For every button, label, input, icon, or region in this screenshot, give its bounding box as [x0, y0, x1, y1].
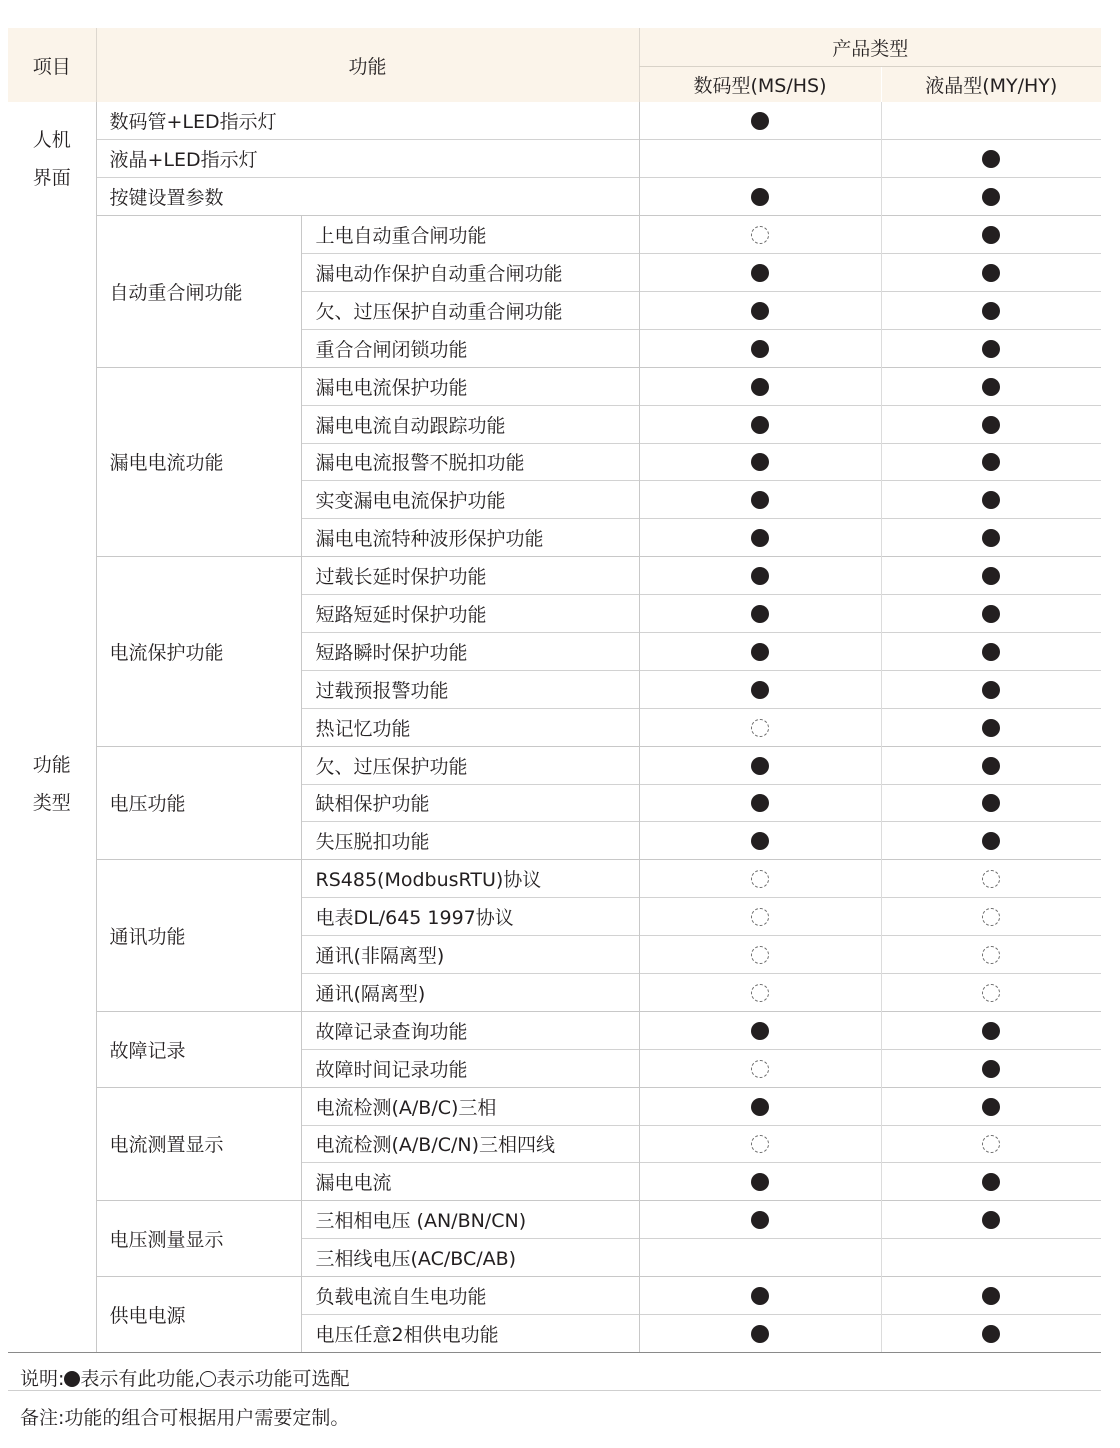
section-name: 电压测量显示 [96, 1201, 301, 1277]
dashed-circle-icon [751, 719, 769, 737]
digital-type-mark [639, 405, 881, 443]
section-name: 自动重合闸功能 [96, 216, 301, 368]
filled-circle-icon [982, 529, 1000, 547]
filled-circle-icon [751, 416, 769, 434]
feature-name: 失压脱扣功能 [301, 822, 639, 860]
feature-name: 漏电电流特种波形保护功能 [301, 519, 639, 557]
remark-note: 备注:功能的组合可根据用户需要定制。 [20, 1407, 350, 1429]
digital-type-mark [639, 1049, 881, 1087]
table-row [8, 102, 1101, 140]
header-digital-type: 数码型(MS/HS) [639, 67, 881, 103]
digital-type-mark [639, 329, 881, 367]
digital-type-mark [639, 784, 881, 822]
feature-name: 通讯(非隔离型) [301, 936, 639, 974]
digital-type-mark [639, 708, 881, 746]
filled-circle-icon [982, 643, 1000, 661]
dashed-circle-icon [751, 984, 769, 1002]
category-function-type [8, 216, 96, 1353]
filled-circle-icon [982, 794, 1000, 812]
digital-type-mark [639, 443, 881, 481]
header-lcd-type: 液晶型(MY/HY) [881, 67, 1101, 103]
lcd-type-mark [881, 1163, 1101, 1201]
table-row [8, 1277, 1101, 1315]
feature-name: RS485(ModbusRTU)协议 [301, 860, 639, 898]
digital-type-mark [639, 367, 881, 405]
digital-type-mark [639, 936, 881, 974]
lcd-type-mark [881, 140, 1101, 178]
section-name: 电流测置显示 [96, 1087, 301, 1201]
lcd-type-mark [881, 936, 1101, 974]
lcd-type-mark [881, 822, 1101, 860]
filled-circle-icon [982, 567, 1000, 585]
filled-circle-icon [982, 453, 1000, 471]
dashed-circle-icon [751, 1135, 769, 1153]
feature-name: 三相相电压 (AN/BN/CN) [301, 1201, 639, 1239]
filled-circle-icon [982, 1287, 1000, 1305]
filled-circle-icon [982, 605, 1000, 623]
filled-circle-icon [751, 1173, 769, 1191]
filled-circle-icon [982, 188, 1000, 206]
digital-type-mark [639, 102, 881, 140]
legend-note [20, 1364, 349, 1391]
section-name: 漏电电流功能 [96, 367, 301, 556]
table-row [8, 860, 1101, 898]
table-row [8, 1201, 1101, 1239]
lcd-type-mark [881, 1125, 1101, 1163]
filled-circle-icon [751, 605, 769, 623]
digital-type-mark [639, 746, 881, 784]
section-name: 故障记录 [96, 1011, 301, 1087]
digital-type-mark [639, 1163, 881, 1201]
feature-name: 电压任意2相供电功能 [301, 1315, 639, 1353]
digital-type-mark [639, 519, 881, 557]
feature-name: 漏电动作保护自动重合闸功能 [301, 254, 639, 292]
filled-circle-icon [982, 832, 1000, 850]
filled-circle-icon [982, 757, 1000, 775]
lcd-type-mark [881, 1239, 1101, 1277]
filled-circle-icon [751, 832, 769, 850]
digital-type-mark [639, 216, 881, 254]
header-product-type: 产品类型 [639, 28, 1101, 67]
dashed-circle-icon [982, 1135, 1000, 1153]
feature-name: 欠、过压保护自动重合闸功能 [301, 291, 639, 329]
feature-name: 电流检测(A/B/C/N)三相四线 [301, 1125, 639, 1163]
dashed-circle-icon [982, 870, 1000, 888]
filled-circle-icon [751, 757, 769, 775]
table-row [8, 140, 1101, 178]
lcd-type-mark [881, 1049, 1101, 1087]
table-bottom-border [8, 1352, 1101, 1353]
digital-type-mark [639, 481, 881, 519]
feature-name: 短路瞬时保护功能 [301, 632, 639, 670]
dashed-circle-icon [982, 984, 1000, 1002]
hollow-circle-icon [200, 1371, 216, 1387]
filled-circle-icon [982, 378, 1000, 396]
digital-type-mark [639, 822, 881, 860]
lcd-type-mark [881, 367, 1101, 405]
lcd-type-mark [881, 443, 1101, 481]
filled-circle-icon [982, 226, 1000, 244]
digital-type-mark [639, 632, 881, 670]
feature-name: 漏电电流自动跟踪功能 [301, 405, 639, 443]
feature-name: 按键设置参数 [96, 178, 639, 216]
table-row [8, 1011, 1101, 1049]
filled-circle-icon [982, 264, 1000, 282]
filled-circle-icon [751, 643, 769, 661]
category-label-line: 人机 [32, 128, 71, 151]
feature-name: 重合合闸闭锁功能 [301, 329, 639, 367]
feature-name: 短路短延时保护功能 [301, 595, 639, 633]
feature-name: 欠、过压保护功能 [301, 746, 639, 784]
table-row [8, 178, 1101, 216]
filled-circle-icon [751, 567, 769, 585]
lcd-type-mark [881, 1087, 1101, 1125]
digital-type-mark [639, 291, 881, 329]
filled-circle-icon [982, 491, 1000, 509]
filled-circle-icon [982, 1022, 1000, 1040]
lcd-type-mark [881, 595, 1101, 633]
feature-name: 负载电流自生电功能 [301, 1277, 639, 1315]
filled-circle-icon [751, 1022, 769, 1040]
feature-name: 热记忆功能 [301, 708, 639, 746]
lcd-type-mark [881, 860, 1101, 898]
lcd-type-mark [881, 898, 1101, 936]
filled-circle-icon [751, 378, 769, 396]
filled-circle-icon [982, 302, 1000, 320]
lcd-type-mark [881, 746, 1101, 784]
lcd-type-mark [881, 1011, 1101, 1049]
table-body [8, 102, 1101, 1352]
section-name: 电压功能 [96, 746, 301, 860]
table-row [8, 1087, 1101, 1125]
feature-name: 液晶+LED指示灯 [96, 140, 639, 178]
digital-type-mark [639, 860, 881, 898]
filled-circle-icon [751, 681, 769, 699]
feature-name: 过载预报警功能 [301, 670, 639, 708]
digital-type-mark [639, 254, 881, 292]
category-label-line: 类型 [32, 792, 71, 815]
feature-name: 故障时间记录功能 [301, 1049, 639, 1087]
lcd-type-mark [881, 557, 1101, 595]
lcd-type-mark [881, 481, 1101, 519]
digital-type-mark [639, 973, 881, 1011]
legend-prefix: 说明: [20, 1368, 65, 1390]
digital-type-mark [639, 557, 881, 595]
dashed-circle-icon [982, 946, 1000, 964]
lcd-type-mark [881, 291, 1101, 329]
filled-circle-icon [751, 1098, 769, 1116]
feature-name: 上电自动重合闸功能 [301, 216, 639, 254]
digital-type-mark [639, 670, 881, 708]
feature-name: 数码管+LED指示灯 [96, 102, 639, 140]
digital-type-mark [639, 595, 881, 633]
feature-table [8, 28, 1101, 1352]
lcd-type-mark [881, 670, 1101, 708]
lcd-type-mark [881, 973, 1101, 1011]
category-label-line: 界面 [32, 166, 71, 189]
filled-circle-icon [982, 340, 1000, 358]
feature-name: 漏电电流报警不脱扣功能 [301, 443, 639, 481]
filled-circle-icon [982, 1211, 1000, 1229]
filled-circle-icon [751, 1325, 769, 1343]
filled-circle-icon [751, 1287, 769, 1305]
feature-name: 三相线电压(AC/BC/AB) [301, 1239, 639, 1277]
feature-name: 电表DL/645 1997协议 [301, 898, 639, 936]
filled-circle-icon [751, 340, 769, 358]
feature-name: 漏电电流保护功能 [301, 367, 639, 405]
section-name: 通讯功能 [96, 860, 301, 1012]
header-function: 功能 [96, 28, 639, 102]
feature-name: 通讯(隔离型) [301, 973, 639, 1011]
table-row [8, 367, 1101, 405]
filled-circle-icon [982, 681, 1000, 699]
lcd-type-mark [881, 708, 1101, 746]
digital-type-mark [639, 1201, 881, 1239]
lcd-type-mark [881, 632, 1101, 670]
table-row [8, 557, 1101, 595]
header-item: 项目 [8, 28, 96, 102]
filled-circle-icon [751, 1211, 769, 1229]
filled-circle-icon [751, 453, 769, 471]
filled-circle-icon [751, 529, 769, 547]
feature-name: 过载长延时保护功能 [301, 557, 639, 595]
dashed-circle-icon [751, 908, 769, 926]
filled-circle-icon [751, 264, 769, 282]
feature-name: 缺相保护功能 [301, 784, 639, 822]
digital-type-mark [639, 1087, 881, 1125]
legend-opt-text: 表示功能可选配 [216, 1368, 350, 1390]
lcd-type-mark [881, 405, 1101, 443]
table-header [8, 28, 1101, 102]
filled-circle-icon [751, 188, 769, 206]
category-label-line: 功能 [32, 754, 71, 777]
lcd-type-mark [881, 1201, 1101, 1239]
filled-circle-icon [982, 1325, 1000, 1343]
lcd-type-mark [881, 1315, 1101, 1353]
filled-circle-icon [751, 302, 769, 320]
lcd-type-mark [881, 519, 1101, 557]
dashed-circle-icon [982, 908, 1000, 926]
filled-circle-icon [982, 1098, 1000, 1116]
category-hmi [8, 102, 96, 216]
filled-circle-icon [64, 1371, 80, 1387]
dashed-circle-icon [751, 1060, 769, 1078]
digital-type-mark [639, 1011, 881, 1049]
dashed-circle-icon [751, 870, 769, 888]
filled-circle-icon [982, 719, 1000, 737]
filled-circle-icon [751, 491, 769, 509]
section-name: 供电电源 [96, 1277, 301, 1353]
feature-name: 实变漏电电流保护功能 [301, 481, 639, 519]
table-row [8, 746, 1101, 784]
digital-type-mark [639, 178, 881, 216]
lcd-type-mark [881, 1277, 1101, 1315]
digital-type-mark [639, 1125, 881, 1163]
filled-circle-icon [751, 794, 769, 812]
filled-circle-icon [982, 1173, 1000, 1191]
lcd-type-mark [881, 178, 1101, 216]
lcd-type-mark [881, 216, 1101, 254]
notes-divider [8, 1390, 1101, 1391]
filled-circle-icon [751, 112, 769, 130]
dashed-circle-icon [751, 946, 769, 964]
feature-name: 故障记录查询功能 [301, 1011, 639, 1049]
filled-circle-icon [982, 1060, 1000, 1078]
legend-full-text: 表示有此功能, [80, 1368, 201, 1390]
lcd-type-mark [881, 329, 1101, 367]
dashed-circle-icon [751, 226, 769, 244]
digital-type-mark [639, 140, 881, 178]
lcd-type-mark [881, 254, 1101, 292]
section-name: 电流保护功能 [96, 557, 301, 746]
digital-type-mark [639, 1315, 881, 1353]
filled-circle-icon [982, 416, 1000, 434]
lcd-type-mark [881, 784, 1101, 822]
table-row [8, 216, 1101, 254]
filled-circle-icon [982, 150, 1000, 168]
digital-type-mark [639, 1277, 881, 1315]
lcd-type-mark [881, 102, 1101, 140]
digital-type-mark [639, 1239, 881, 1277]
feature-name: 漏电电流 [301, 1163, 639, 1201]
digital-type-mark [639, 898, 881, 936]
feature-name: 电流检测(A/B/C)三相 [301, 1087, 639, 1125]
